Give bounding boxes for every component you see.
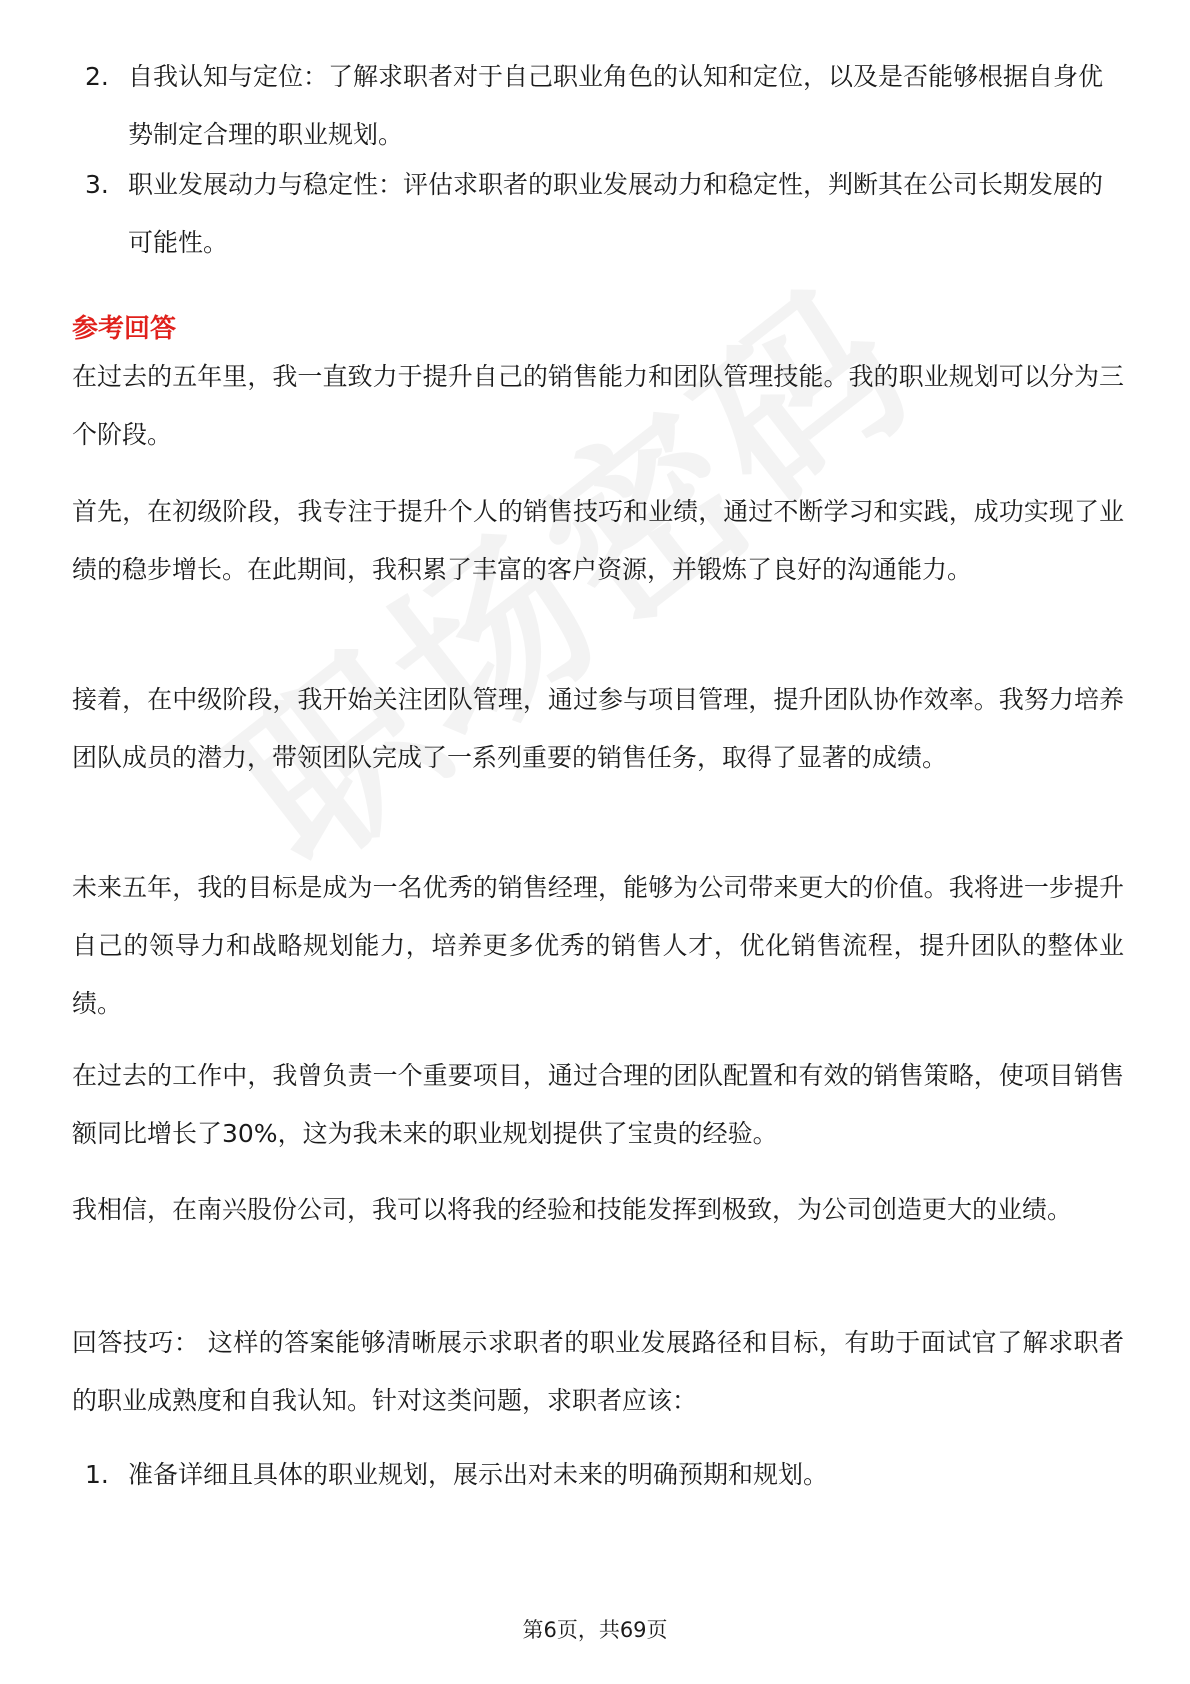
paragraph: 未来五年，我的目标是成为一名优秀的销售经理，能够为公司带来更大的价值。我将进一步提升自己的领导力和战略规划能力，培养更多优秀的销售人才，优化销售流程，提升团队的整体业绩。 xyxy=(72,873,1124,1018)
list-text: 职业发展动力与稳定性：评估求职者的职业发展动力和稳定性，判断其在公司长期发展的可能性。 xyxy=(128,170,1104,257)
list-item xyxy=(85,1446,1125,1504)
list-text: 准备详细且具体的职业规划，展示出对未来的明确预期和规划。 xyxy=(128,1460,829,1489)
list-number: 3. xyxy=(85,170,109,199)
paragraph: 在过去的五年里，我一直致力于提升自己的销售能力和团队管理技能。我的职业规划可以分为三个阶段。 xyxy=(72,362,1124,449)
paragraph: 回答技巧： 这样的答案能够清晰展示求职者的职业发展路径和目标，有助于面试官了解求职者的职业成熟度和自我认知。针对这类问题，求职者应该： xyxy=(72,1328,1124,1415)
list-item xyxy=(85,48,1125,164)
section-heading: 参考回答 xyxy=(72,314,177,344)
list-number: 2. xyxy=(85,62,109,91)
list-text: 自我认知与定位：了解求职者对于自己职业角色的认知和定位，以及是否能够根据自身优势制定合理的职业规划。 xyxy=(128,62,1104,149)
paragraph: 接着，在中级阶段，我开始关注团队管理，通过参与项目管理，提升团队协作效率。我努力培养团队成员的潜力，带领团队完成了一系列重要的销售任务，取得了显著的成绩。 xyxy=(72,685,1124,772)
paragraph: 我相信，在南兴股份公司，我可以将我的经验和技能发挥到极致，为公司创造更大的业绩。 xyxy=(72,1195,1073,1224)
paragraph: 在过去的工作中，我曾负责一个重要项目，通过合理的团队配置和有效的销售策略，使项目销售额同比增长了30%，这为我未来的职业规划提供了宝贵的经验。 xyxy=(72,1061,1124,1148)
list-number: 1. xyxy=(85,1460,109,1489)
list-item xyxy=(85,156,1125,272)
page-number-footer: 第6页，共69页 xyxy=(522,1618,668,1642)
paragraph: 首先，在初级阶段，我专注于提升个人的销售技巧和业绩，通过不断学习和实践，成功实现了业绩的稳步增长。在此期间，我积累了丰富的客户资源，并锻炼了良好的沟通能力。 xyxy=(72,497,1124,584)
